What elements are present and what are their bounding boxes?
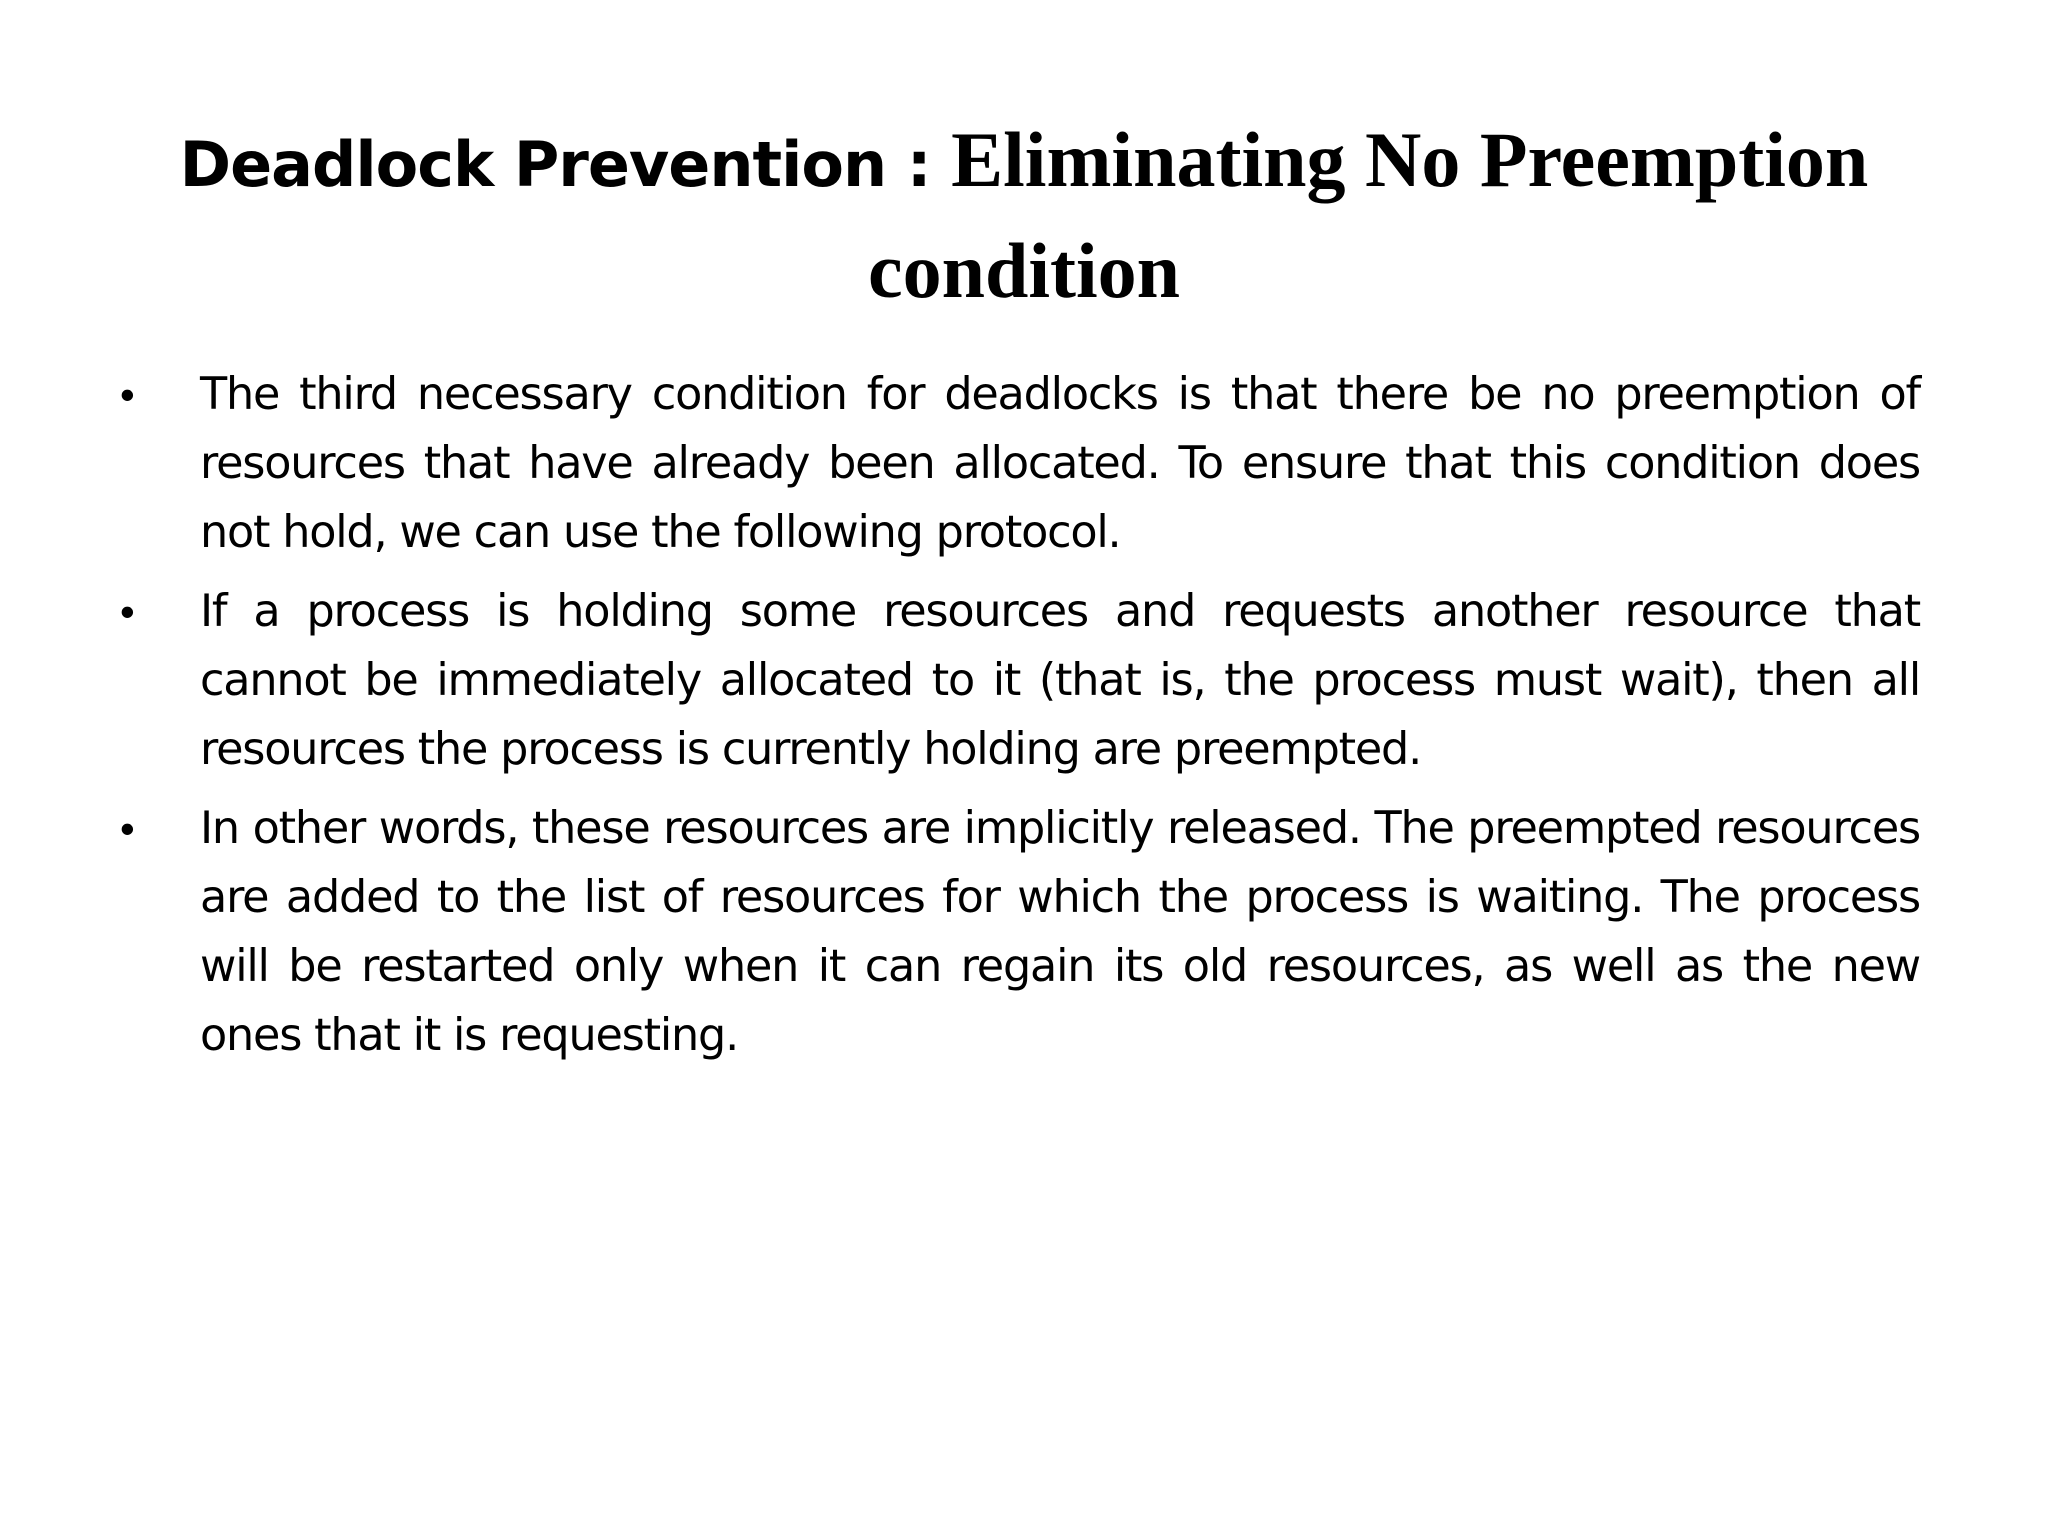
bullet-item (120, 360, 1920, 567)
slide-title-topic: Eliminating No Preemption condition (867, 116, 1869, 314)
slide-title-prefix: Deadlock Prevention : (179, 128, 952, 201)
bullet-list (120, 360, 1920, 1080)
bullet-text: If a process is holding some resources and requests another resource that cannot be immediately allocated to it (that is, the process must wait), then all resources the process is currently holding are preempted. (200, 586, 1920, 775)
bullet-text: In other words, these resources are implicitly released. The preempted resources are added to the list of resources for which the process is waiting. The process will be restarted only when it can regain its old resources, as well as the new ones that it is requesting. (200, 803, 1920, 1061)
bullet-marker: • (120, 588, 135, 635)
bullet-marker: • (120, 371, 135, 418)
bullet-marker: • (120, 805, 135, 852)
bullet-item (120, 794, 1920, 1070)
bullet-item (120, 577, 1920, 784)
slide-title (150, 112, 1898, 334)
bullet-text: The third necessary condition for deadlocks is that there be no preemption of resources that have already been allocated. To ensure that this condition does not hold, we can use the following protocol. (200, 369, 1920, 558)
